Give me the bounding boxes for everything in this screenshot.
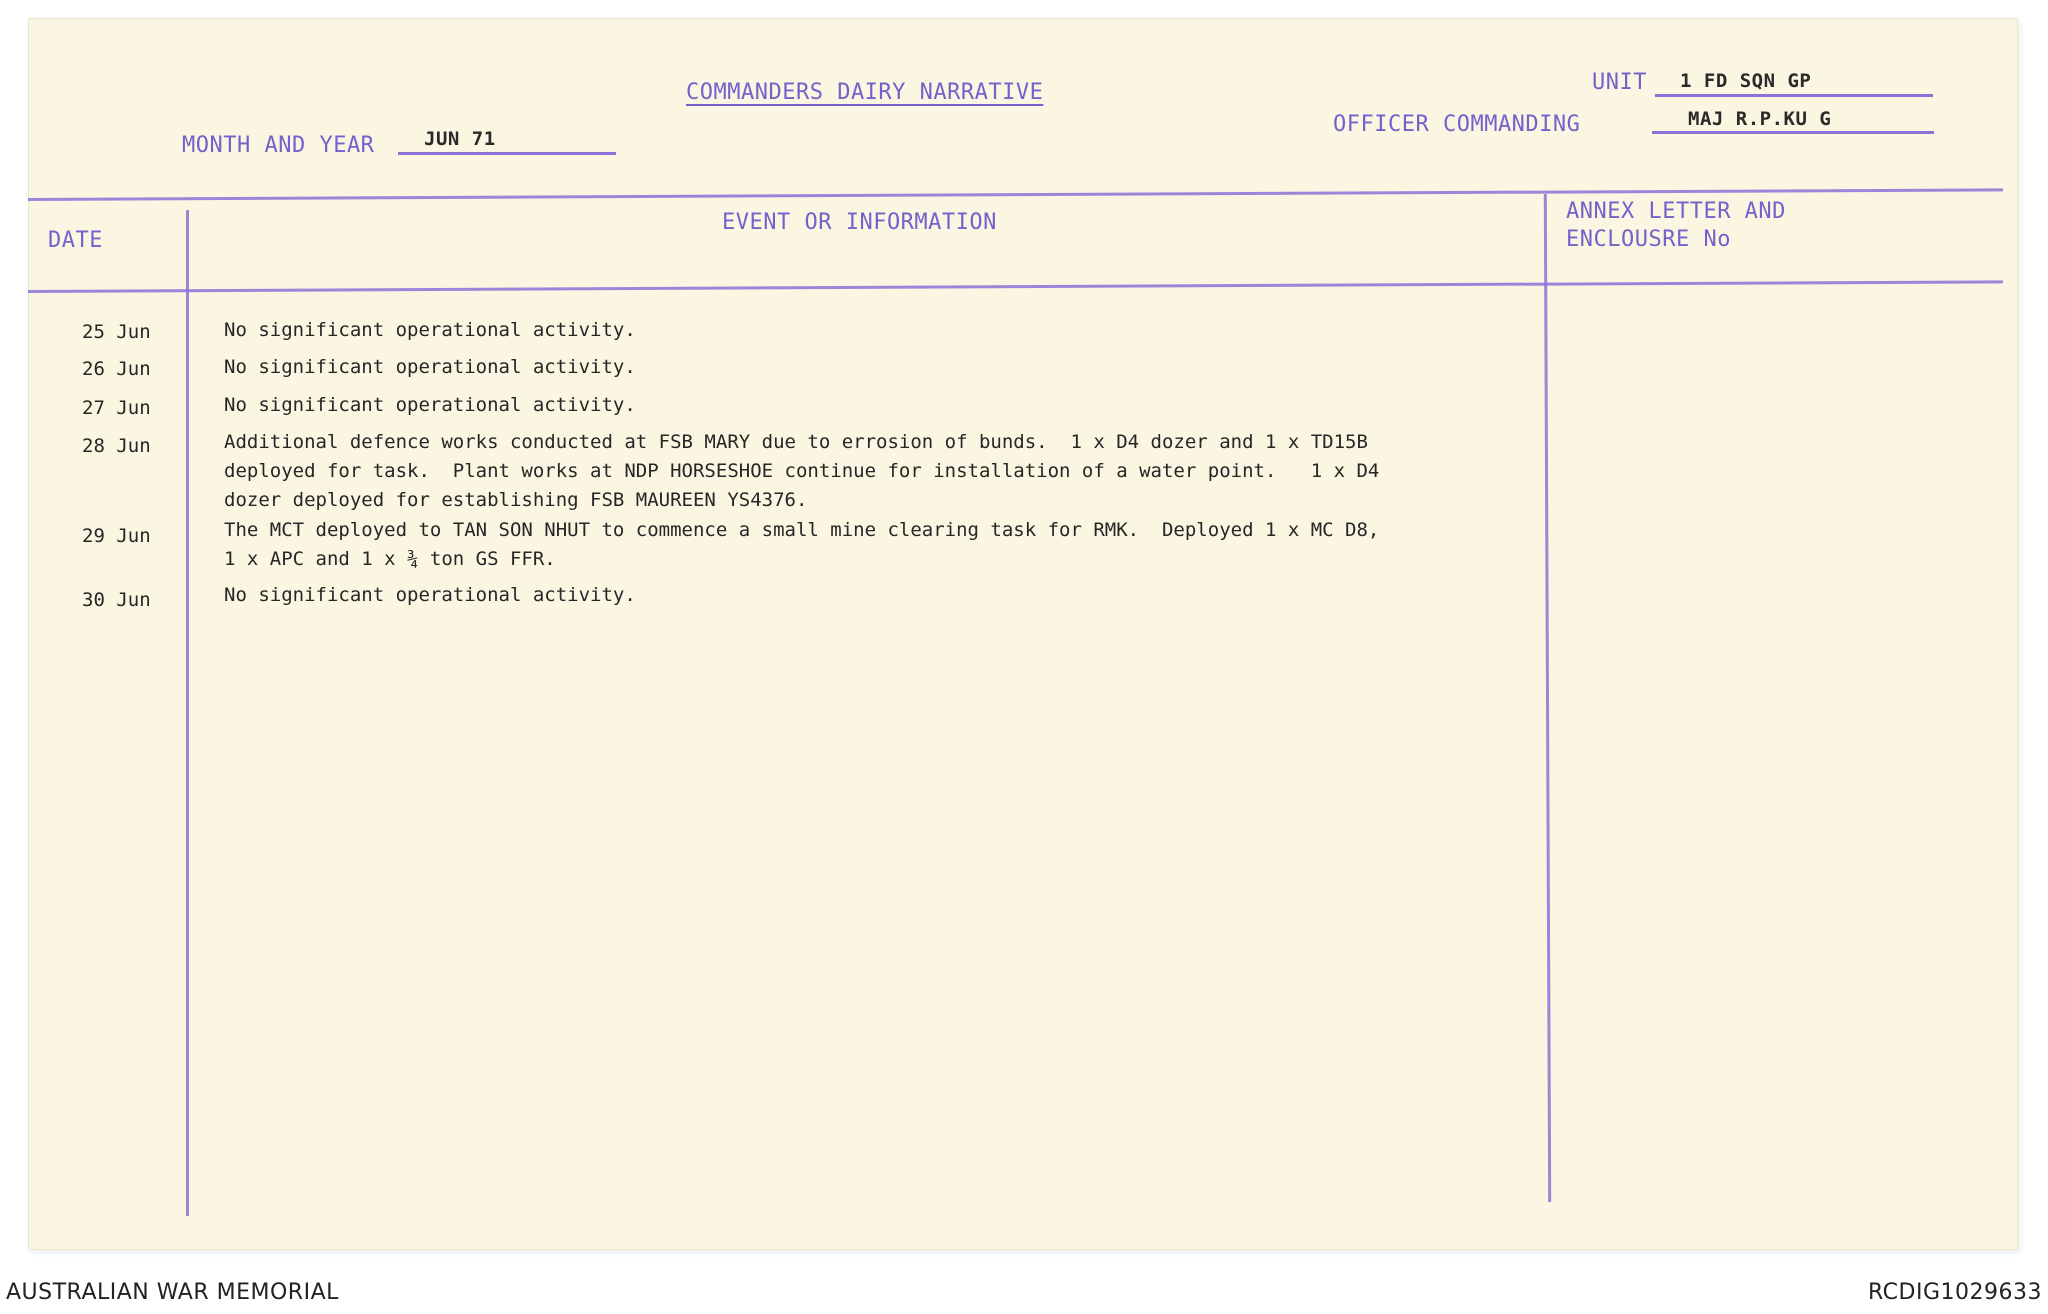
- entry-date: 29 Jun: [82, 525, 151, 547]
- unit-underline: [1655, 94, 1933, 97]
- entry-text-line-2: deployed for task. Plant works at NDP HORSESHOE continue for installation of a water point. 1 x D4: [224, 460, 1380, 482]
- entry-date: 25 Jun: [82, 321, 151, 343]
- entry-date: 28 Jun: [82, 435, 151, 457]
- date-column-header: DATE: [48, 228, 103, 253]
- officer-commanding-underline: [1652, 131, 1934, 134]
- archive-credit: AUSTRALIAN WAR MEMORIAL: [6, 1280, 339, 1305]
- officer-commanding-value: MAJ R.P.KU G: [1688, 108, 1832, 130]
- entry-text: No significant operational activity.: [224, 394, 636, 416]
- entry-text-line-3: dozer deployed for establishing FSB MAUREEN YS4376.: [224, 489, 808, 511]
- month-year-label: MONTH AND YEAR: [182, 133, 375, 158]
- entry-text-line-2: 1 x APC and 1 x ¾ ton GS FFR.: [224, 548, 556, 570]
- entry-text-line-1: The MCT deployed to TAN SON NHUT to commence a small mine clearing task for RMK. Deployed 1 x MC D8,: [224, 519, 1380, 541]
- archive-id: RCDIG1029633: [1867, 1280, 2042, 1305]
- document-title: COMMANDERS DAIRY NARRATIVE: [686, 80, 1044, 105]
- entry-date: 26 Jun: [82, 358, 151, 380]
- entry-text: No significant operational activity.: [224, 356, 636, 378]
- entry-text-line-1: Additional defence works conducted at FSB MARY due to errosion of bunds. 1 x D4 dozer and 1 x TD15B: [224, 431, 1368, 453]
- entry-text: No significant operational activity.: [224, 584, 636, 606]
- month-year-underline: [398, 152, 616, 155]
- annex-column-header: [1566, 198, 1786, 254]
- entry-date: 27 Jun: [82, 397, 151, 419]
- unit-label: UNIT: [1592, 70, 1647, 95]
- event-column-header: EVENT OR INFORMATION: [722, 210, 997, 235]
- date-column-divider: [186, 210, 189, 1216]
- entry-text: No significant operational activity.: [224, 319, 636, 341]
- annex-header-line-1: ANNEX LETTER AND: [1566, 199, 1786, 224]
- entry-date: 30 Jun: [82, 589, 151, 611]
- unit-value: 1 FD SQN GP: [1680, 70, 1812, 92]
- officer-commanding-label: OFFICER COMMANDING: [1333, 112, 1581, 137]
- annex-header-line-2: ENCLOUSRE No: [1566, 227, 1731, 252]
- month-year-value: JUN 71: [424, 128, 496, 150]
